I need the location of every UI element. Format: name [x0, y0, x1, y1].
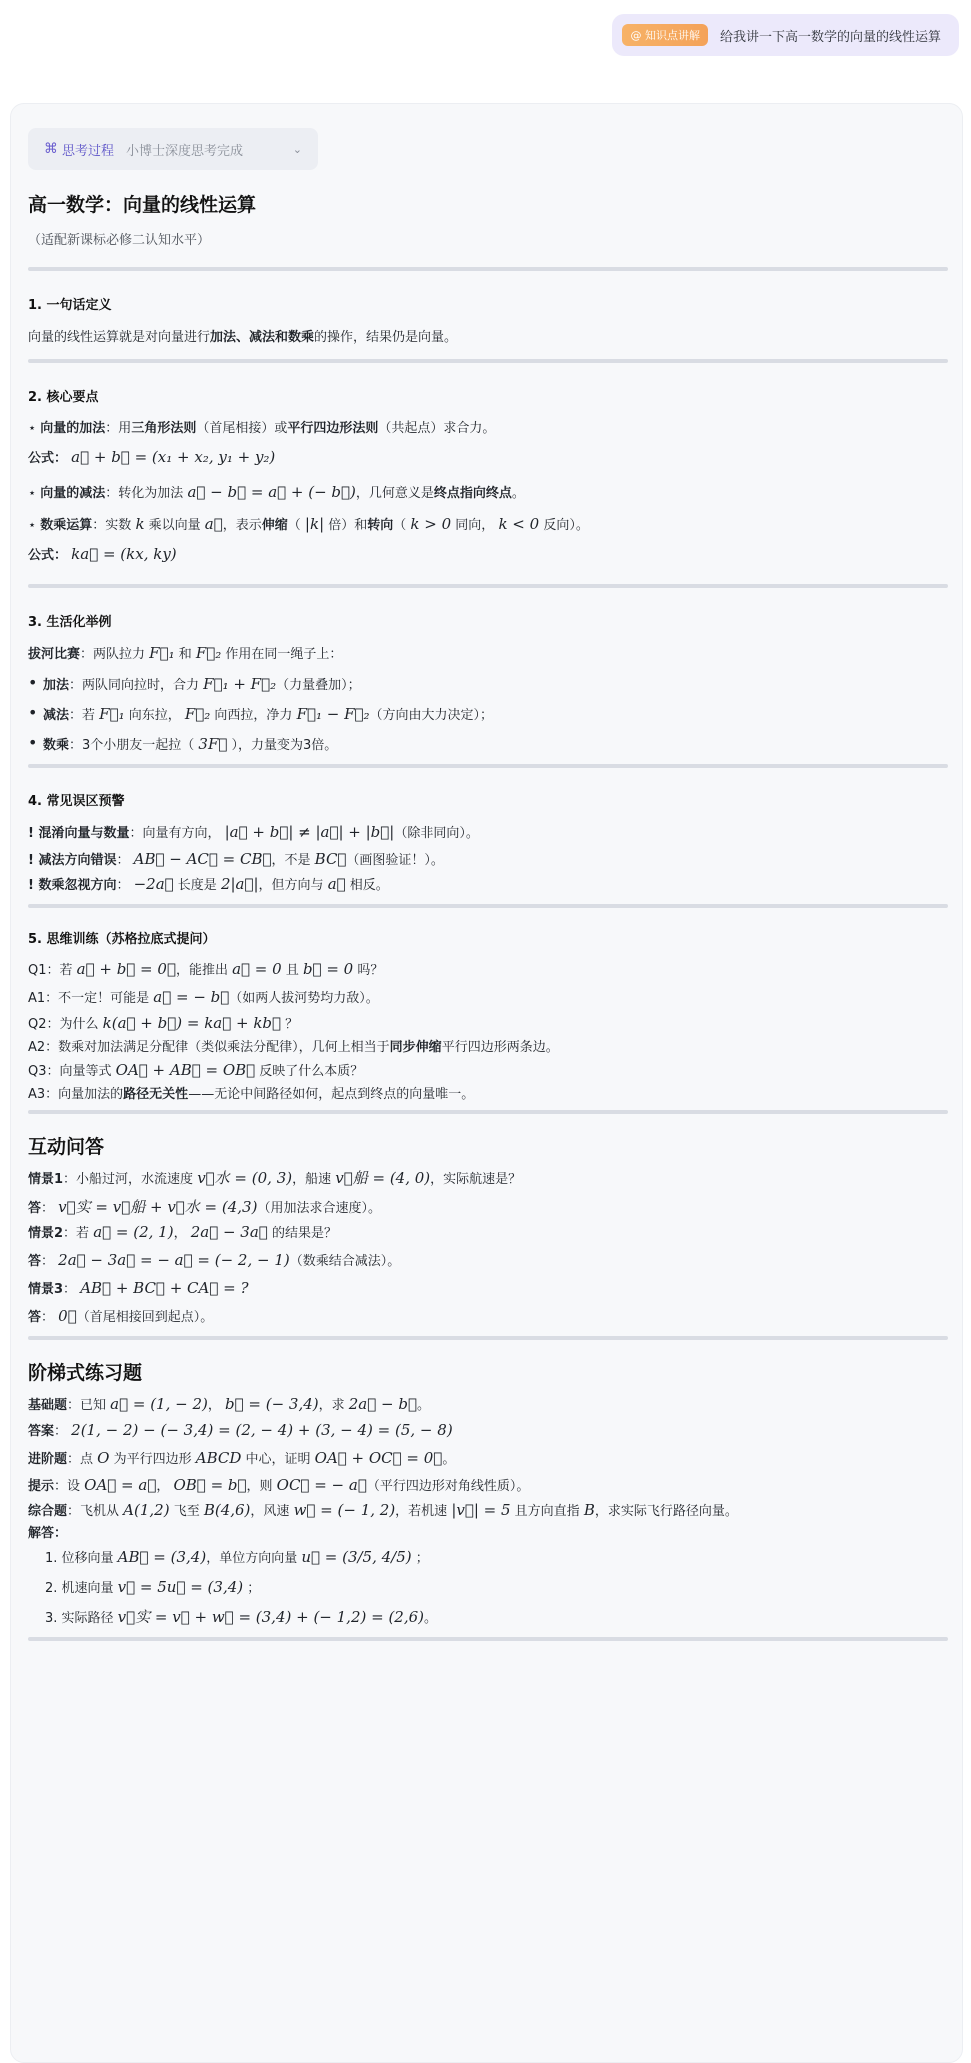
qa-answer: 答： v⃗实 = v⃗船 + v⃗水 = (4,3)（用加法求合速度）。 — [28, 1198, 381, 1216]
point-subtraction: ⋆ 向量的减法：转化为加法 a⃗ − b⃗ = a⃗ + (− b⃗)，几何意义是终点指向终点。 — [28, 483, 525, 501]
point-addition: ⋆ 向量的加法：用三角形法则（首尾相接）或平行四边形法则（共起点）求合力。 — [28, 421, 496, 436]
answer-item: A1：不一定！可能是 a⃗ = − b⃗（如两人拔河势均力敌）。 — [28, 988, 379, 1006]
formula-scalar: 公式： ka⃗ = (kx, ky) — [28, 545, 177, 563]
section-title-definition: 1. 一句话定义 — [28, 298, 112, 313]
pitfall-item: ! 混淆向量与数量：向量有方向， |a⃗ + b⃗| ≠ |a⃗| + |b⃗|（除非同向）。 — [28, 823, 479, 841]
exercise-comprehensive: 综合题：飞机从 A(1,2) 飞至 B(4,6)，风速 w⃗ = (− 1, 2)，若机速 |v⃗| = 5 且方向直指 B，求实际飞行路径向量。 — [28, 1501, 738, 1519]
section-title-examples: 3. 生活化举例 — [28, 615, 112, 630]
thinking-toggle[interactable] — [28, 128, 318, 170]
solution-step: 3. 实际路径 v⃗实 = v⃗ + w⃗ = (3,4) + (− 1,2) = (2,6)。 — [45, 1608, 438, 1626]
section-title-key-points: 2. 核心要点 — [28, 390, 99, 405]
solution-label: 解答： — [28, 1526, 68, 1541]
exercise-advanced: 进阶题：点 O 为平行四边形 ABCD 中心，证明 OA⃗ + OC⃗ = 0⃗。 — [28, 1449, 456, 1467]
page-title: 高一数学：向量的线性运算 — [28, 194, 257, 216]
qa-scenario: 情景2：若 a⃗ = (2, 1)， 2a⃗ − 3a⃗ 的结果是？ — [28, 1223, 337, 1241]
user-question: 给我讲一下高一数学的向量的线性运算 — [719, 29, 941, 45]
thinking-status: 小博士深度思考完成 — [126, 143, 244, 159]
solution-step: 1. 位移向量 AB⃗ = (3,4)，单位方向向量 u⃗ = (3/5, 4/5) ； — [45, 1548, 429, 1566]
qa-scenario: 情景3： AB⃗ + BC⃗ + CA⃗ = ? — [28, 1279, 249, 1297]
chevron-down-icon: ⌄ — [292, 142, 302, 156]
divider — [28, 1110, 948, 1114]
divider — [28, 764, 948, 768]
divider — [28, 267, 948, 271]
section-title-qa: 互动问答 — [28, 1136, 105, 1158]
list-item: • 加法：两队同向拉时，合力 F⃗₁ + F⃗₂（力量叠加）； — [43, 674, 361, 693]
qa-answer: 答： 2a⃗ − 3a⃗ = − a⃗ = (− 2, − 1)（数乘结合减法）。 — [28, 1251, 401, 1269]
thinking-icon: ⌘ — [44, 141, 58, 157]
page-subtitle: （适配新课标必修二认知水平） — [28, 233, 211, 248]
list-item: • 数乘：3个小朋友一起拉（ 3F⃗ ），力量变为3倍。 — [43, 734, 337, 753]
pitfall-item: ! 数乘忽视方向： −2a⃗ 长度是 2|a⃗|，但方向与 a⃗ 相反。 — [28, 875, 389, 893]
qa-scenario: 情景1：小船过河，水流速度 v⃗水 = (0, 3)，船速 v⃗船 = (4, 0)，实际航速是？ — [28, 1169, 522, 1187]
answer-card — [10, 103, 963, 2063]
section-title-exercises: 阶梯式练习题 — [28, 1362, 143, 1384]
question-item: Q3：向量等式 OA⃗ + AB⃗ = OB⃗ 反映了什么本质？ — [28, 1061, 364, 1079]
divider — [28, 359, 948, 363]
pitfall-item: ! 减法方向错误： AB⃗ − AC⃗ = CB⃗，不是 BC⃗（画图验证！）。 — [28, 850, 444, 868]
exercise-basic: 基础题：已知 a⃗ = (1, − 2)， b⃗ = (− 3,4)，求 2a⃗ − b⃗。 — [28, 1395, 430, 1413]
point-scalar-multiplication: ⋆ 数乘运算：实数 k 乘以向量 a⃗，表示伸缩（ |k| 倍）和转向（ k > 0 同向， k < 0 反向）。 — [28, 515, 589, 533]
divider — [28, 1336, 948, 1340]
divider — [28, 584, 948, 588]
definition-text: 向量的线性运算就是对向量进行加法、减法和数乘的操作，结果仍是向量。 — [28, 330, 458, 345]
divider — [28, 904, 948, 908]
answer-item: A3：向量加法的路径无关性——无论中间路径如何，起点到终点的向量唯一。 — [28, 1087, 475, 1102]
question-item: Q1：若 a⃗ + b⃗ = 0⃗，能推出 a⃗ = 0 且 b⃗ = 0 吗？ — [28, 960, 384, 978]
exercise-hint: 提示：设 OA⃗ = a⃗， OB⃗ = b⃗，则 OC⃗ = − a⃗（平行四边形对角线性质）。 — [28, 1476, 530, 1494]
user-message-bubble — [612, 14, 959, 56]
question-item: Q2：为什么 k(a⃗ + b⃗) = ka⃗ + kb⃗ ？ — [28, 1014, 299, 1032]
answer-item: A2：数乘对加法满足分配律（类似乘法分配律），几何上相当于同步伸缩平行四边形两条边。 — [28, 1040, 559, 1055]
solution-step: 2. 机速向量 v⃗ = 5u⃗ = (3,4) ； — [45, 1578, 261, 1596]
formula-addition: 公式： a⃗ + b⃗ = (x₁ + x₂, y₁ + y₂) — [28, 448, 276, 466]
example-intro: 拔河比赛：两队拉力 F⃗₁ 和 F⃗₂ 作用在同一绳子上： — [28, 644, 343, 662]
qa-answer: 答： 0⃗（首尾相接回到起点）。 — [28, 1307, 214, 1325]
section-title-pitfalls: 4. 常见误区预警 — [28, 794, 125, 809]
exercise-basic-answer: 答案： 2(1, − 2) − (− 3,4) = (2, − 4) + (3, − 4) = (5, − 8) — [28, 1421, 453, 1439]
section-title-thinking: 5. 思维训练（苏格拉底式提问） — [28, 932, 216, 947]
knowledge-tag[interactable]: @ 知识点讲解 — [622, 24, 708, 46]
thinking-label: 思考过程 — [62, 143, 115, 159]
list-item: • 减法：若 F⃗₁ 向东拉， F⃗₂ 向西拉，净力 F⃗₁ − F⃗₂（方向由大力决定）； — [43, 704, 493, 723]
divider — [28, 1637, 948, 1641]
